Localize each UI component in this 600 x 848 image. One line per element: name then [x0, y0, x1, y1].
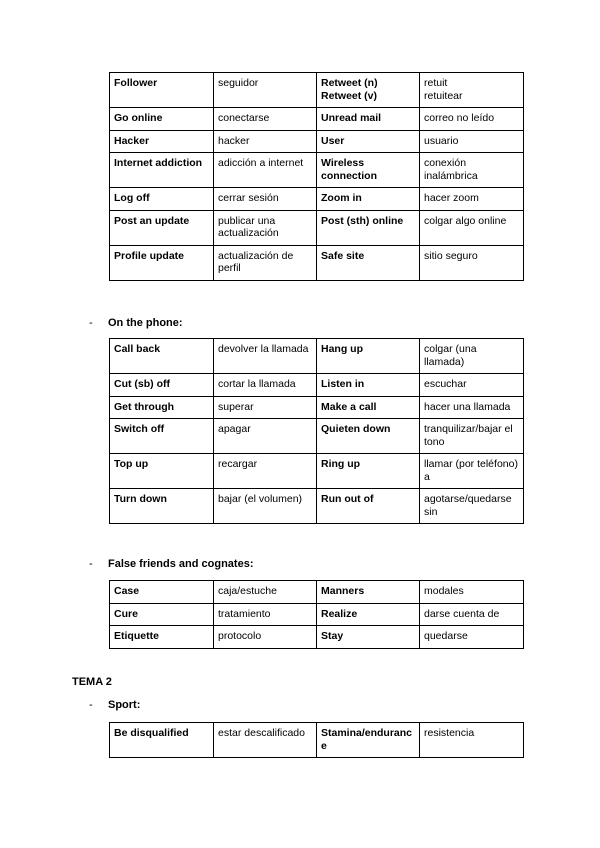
term-text: Go online	[114, 112, 163, 124]
translation-cell	[214, 396, 317, 419]
table-row	[110, 73, 524, 108]
term-text: Stay	[321, 630, 344, 642]
translation-text: cerrar sesión	[218, 192, 279, 204]
term-text: Make a call	[321, 400, 377, 413]
translation-text: seguidor	[218, 77, 259, 89]
table-row	[110, 153, 524, 188]
term-cell	[317, 626, 420, 649]
translation-cell	[214, 73, 317, 108]
translation-text: adicción a internet	[218, 157, 304, 169]
translation-text: colgar (una llamada)	[424, 343, 477, 368]
translation-text: escuchar	[424, 378, 467, 390]
translation-text: tranquilizar/bajar el tono	[424, 423, 513, 448]
translation-cell	[214, 489, 317, 524]
term-cell	[110, 73, 214, 108]
term-cell	[110, 245, 214, 280]
term-cell	[317, 130, 420, 153]
table-row	[110, 245, 524, 280]
translation-text: caja/estuche	[218, 585, 277, 597]
translation-cell	[420, 626, 524, 649]
term-text: Turn down	[114, 493, 167, 505]
term-text: Follower	[114, 77, 158, 89]
term-text: Case	[114, 585, 140, 597]
term-cell	[317, 603, 420, 626]
term-cell	[110, 188, 214, 211]
vocab-table-phone	[109, 338, 524, 524]
term-cell	[317, 73, 420, 108]
translation-cell	[214, 419, 317, 454]
term-cell	[110, 626, 214, 649]
translation-text: correo no leído	[424, 112, 495, 124]
table-row	[110, 396, 524, 419]
term-text: Cure	[114, 607, 138, 620]
translation-text: protocolo	[218, 630, 262, 642]
term-text: Zoom in	[321, 192, 362, 204]
term-cell	[110, 339, 214, 374]
translation-text: conexión inalámbrica	[424, 157, 478, 182]
term-text: Safe site	[321, 249, 365, 262]
translation-text: hacer una llamada	[424, 400, 511, 413]
term-text: Unread mail	[321, 112, 382, 124]
term-cell	[317, 245, 420, 280]
vocab-table-internet	[109, 72, 524, 281]
term-text: Switch off	[114, 423, 165, 435]
translation-cell	[420, 396, 524, 419]
translation-cell	[420, 723, 524, 758]
term-cell	[110, 130, 214, 153]
translation-cell	[420, 603, 524, 626]
translation-text: usuario	[424, 134, 459, 147]
translation-text: darse cuenta de	[424, 607, 500, 620]
table-row	[110, 188, 524, 211]
translation-text: hacer zoom	[424, 192, 479, 204]
translation-cell	[420, 108, 524, 131]
term-text: Wireless connection	[321, 157, 378, 182]
table-row	[110, 419, 524, 454]
translation-text: publicar una actualización	[218, 214, 279, 239]
term-cell	[317, 210, 420, 245]
term-text: Profile update	[114, 249, 185, 262]
term-text: Internet addiction	[114, 157, 203, 169]
translation-text: devolver la llamada	[218, 343, 309, 355]
translation-cell	[420, 374, 524, 397]
translation-cell	[214, 454, 317, 489]
term-cell	[110, 454, 214, 489]
translation-text: bajar (el volumen)	[218, 493, 303, 505]
translation-text: sitio seguro	[424, 249, 478, 262]
translation-cell	[420, 188, 524, 211]
translation-cell	[420, 489, 524, 524]
table-row	[110, 626, 524, 649]
term-cell	[110, 581, 214, 604]
translation-cell	[214, 188, 317, 211]
term-cell	[110, 419, 214, 454]
term-text: Hang up	[321, 343, 363, 355]
translation-text: modales	[424, 585, 464, 597]
translation-cell	[214, 603, 317, 626]
translation-text: conectarse	[218, 112, 270, 124]
bullet-dash: -	[89, 699, 93, 711]
term-cell	[110, 603, 214, 626]
term-text: Run out of	[321, 493, 374, 505]
translation-cell	[214, 245, 317, 280]
translation-text: resistencia	[424, 727, 475, 739]
term-text: Manners	[321, 585, 365, 597]
translation-cell	[214, 581, 317, 604]
translation-cell	[214, 130, 317, 153]
bullet-dash: -	[89, 317, 93, 329]
term-cell	[317, 396, 420, 419]
term-text: Be disqualified	[114, 727, 189, 739]
term-text: Retweet (n) Retweet (v)	[321, 77, 378, 102]
translation-text: colgar algo online	[424, 214, 507, 227]
translation-cell	[214, 626, 317, 649]
term-text: User	[321, 134, 345, 147]
term-cell	[317, 581, 420, 604]
translation-cell	[420, 153, 524, 188]
translation-text: actualización de perfil	[218, 249, 294, 274]
term-text: Log off	[114, 192, 150, 204]
section-heading-false-friends: False friends and cognates:	[108, 558, 254, 570]
term-text: Etiquette	[114, 630, 159, 642]
translation-cell	[420, 210, 524, 245]
term-text: Realize	[321, 607, 358, 620]
term-text: Hacker	[114, 134, 150, 147]
term-cell	[317, 153, 420, 188]
translation-cell	[420, 73, 524, 108]
translation-text: cortar la llamada	[218, 378, 296, 390]
term-text: Get through	[114, 400, 175, 413]
term-cell	[317, 489, 420, 524]
term-text: Quieten down	[321, 423, 391, 435]
translation-cell	[420, 245, 524, 280]
section-heading-phone: On the phone:	[108, 317, 183, 329]
term-cell	[317, 419, 420, 454]
translation-cell	[214, 723, 317, 758]
translation-text: tratamiento	[218, 607, 271, 620]
term-cell	[110, 374, 214, 397]
table-row	[110, 374, 524, 397]
translation-text: llamar (por teléfono) a	[424, 458, 518, 483]
table-row	[110, 108, 524, 131]
translation-cell	[214, 153, 317, 188]
term-cell	[110, 723, 214, 758]
translation-cell	[420, 130, 524, 153]
translation-cell	[214, 374, 317, 397]
translation-text: recargar	[218, 458, 258, 470]
translation-cell	[214, 210, 317, 245]
translation-cell	[420, 419, 524, 454]
translation-cell	[420, 454, 524, 489]
term-text: Post an update	[114, 214, 190, 227]
bullet-dash: -	[89, 558, 93, 570]
term-cell	[317, 374, 420, 397]
table-row	[110, 603, 524, 626]
term-text: Top up	[114, 458, 149, 470]
translation-cell	[214, 339, 317, 374]
term-cell	[110, 396, 214, 419]
term-cell	[110, 210, 214, 245]
term-text: Call back	[114, 343, 161, 355]
translation-text: retuit retuitear	[424, 77, 463, 102]
term-cell	[317, 188, 420, 211]
table-row	[110, 581, 524, 604]
translation-cell	[420, 339, 524, 374]
translation-cell	[420, 581, 524, 604]
translation-text: agotarse/quedarse sin	[424, 493, 512, 518]
translation-text: quedarse	[424, 630, 468, 642]
translation-text: apagar	[218, 423, 251, 435]
tema-heading: TEMA 2	[72, 676, 112, 688]
table-row	[110, 723, 524, 758]
table-row	[110, 454, 524, 489]
term-cell	[317, 723, 420, 758]
term-cell	[110, 108, 214, 131]
term-cell	[110, 153, 214, 188]
term-text: Ring up	[321, 458, 361, 470]
section-heading-sport: Sport:	[108, 699, 141, 711]
term-text: Listen in	[321, 378, 365, 390]
term-cell	[110, 489, 214, 524]
vocab-table-sport	[109, 722, 524, 758]
term-text: Cut (sb) off	[114, 378, 170, 390]
term-cell	[317, 108, 420, 131]
vocab-table-false-friends	[109, 580, 524, 649]
translation-text: superar	[218, 400, 254, 413]
term-text: Stamina/endurance	[321, 727, 413, 752]
table-row	[110, 130, 524, 153]
table-row	[110, 489, 524, 524]
term-text: Post (sth) online	[321, 214, 404, 227]
table-row	[110, 339, 524, 374]
table-row	[110, 210, 524, 245]
translation-cell	[214, 108, 317, 131]
translation-text: hacker	[218, 134, 250, 147]
translation-text: estar descalificado	[218, 727, 305, 739]
term-cell	[317, 339, 420, 374]
term-cell	[317, 454, 420, 489]
